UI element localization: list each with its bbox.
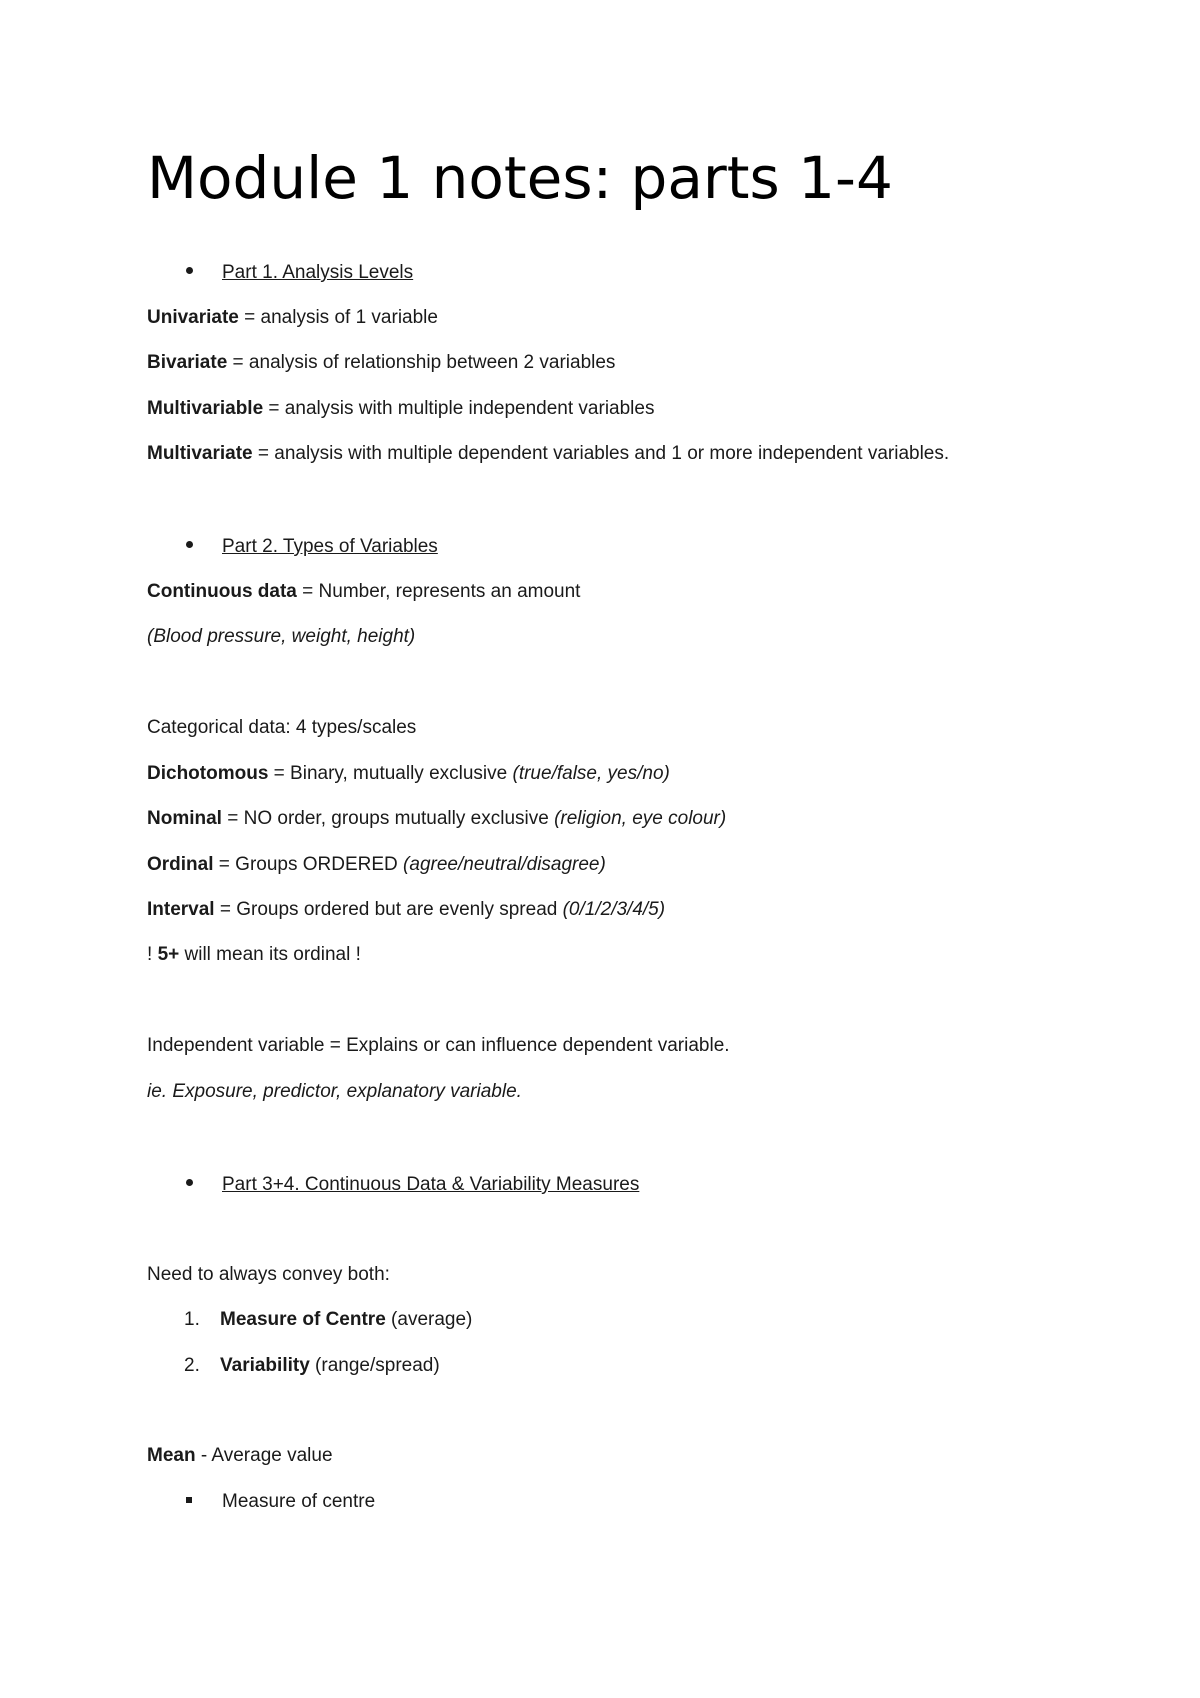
part34-heading: Part 3+4. Continuous Data & Variability Measures bbox=[186, 1172, 639, 1198]
definition-dichotomous: Dichotomous = Binary, mutually exclusive (true/false, yes/no) bbox=[147, 763, 670, 784]
page-title: Module 1 notes: parts 1-4 bbox=[147, 144, 893, 212]
definition-univariate: Univariate = analysis of 1 variable bbox=[147, 307, 438, 328]
definition-ordinal: Ordinal = Groups ORDERED (agree/neutral/disagree) bbox=[147, 854, 606, 875]
mean-subitem: Measure of centre bbox=[186, 1489, 375, 1515]
definition-multivariate: Multivariate = analysis with multiple dependent variables and 1 or more independent variables. bbox=[147, 443, 950, 464]
bullet-dot-icon bbox=[186, 541, 193, 548]
part2-heading: Part 2. Types of Variables bbox=[186, 534, 438, 560]
list-item: 1. Measure of Centre (average) bbox=[184, 1309, 473, 1330]
part1-heading: Part 1. Analysis Levels bbox=[186, 260, 413, 286]
bullet-dot-icon bbox=[186, 267, 193, 274]
ordinal-note: ! 5+ will mean its ordinal ! bbox=[147, 944, 361, 965]
independent-variable-definition: Independent variable = Explains or can influence dependent variable. bbox=[147, 1035, 730, 1056]
definition-interval: Interval = Groups ordered but are evenly spread (0/1/2/3/4/5) bbox=[147, 899, 666, 920]
categorical-intro: Categorical data: 4 types/scales bbox=[147, 717, 417, 738]
bullet-dot-icon bbox=[186, 1179, 193, 1186]
convey-intro: Need to always convey both: bbox=[147, 1264, 390, 1285]
independent-variable-example: ie. Exposure, predictor, explanatory variable. bbox=[147, 1081, 522, 1102]
definition-continuous: Continuous data = Number, represents an amount bbox=[147, 581, 581, 602]
square-bullet-icon bbox=[186, 1497, 192, 1503]
definition-multivariable: Multivariable = analysis with multiple independent variables bbox=[147, 398, 655, 419]
continuous-example: (Blood pressure, weight, height) bbox=[147, 626, 416, 647]
definition-nominal: Nominal = NO order, groups mutually exclusive (religion, eye colour) bbox=[147, 808, 727, 829]
list-item: 2. Variability (range/spread) bbox=[184, 1355, 440, 1376]
definition-mean: Mean - Average value bbox=[147, 1445, 333, 1466]
definition-bivariate: Bivariate = analysis of relationship between 2 variables bbox=[147, 352, 616, 373]
